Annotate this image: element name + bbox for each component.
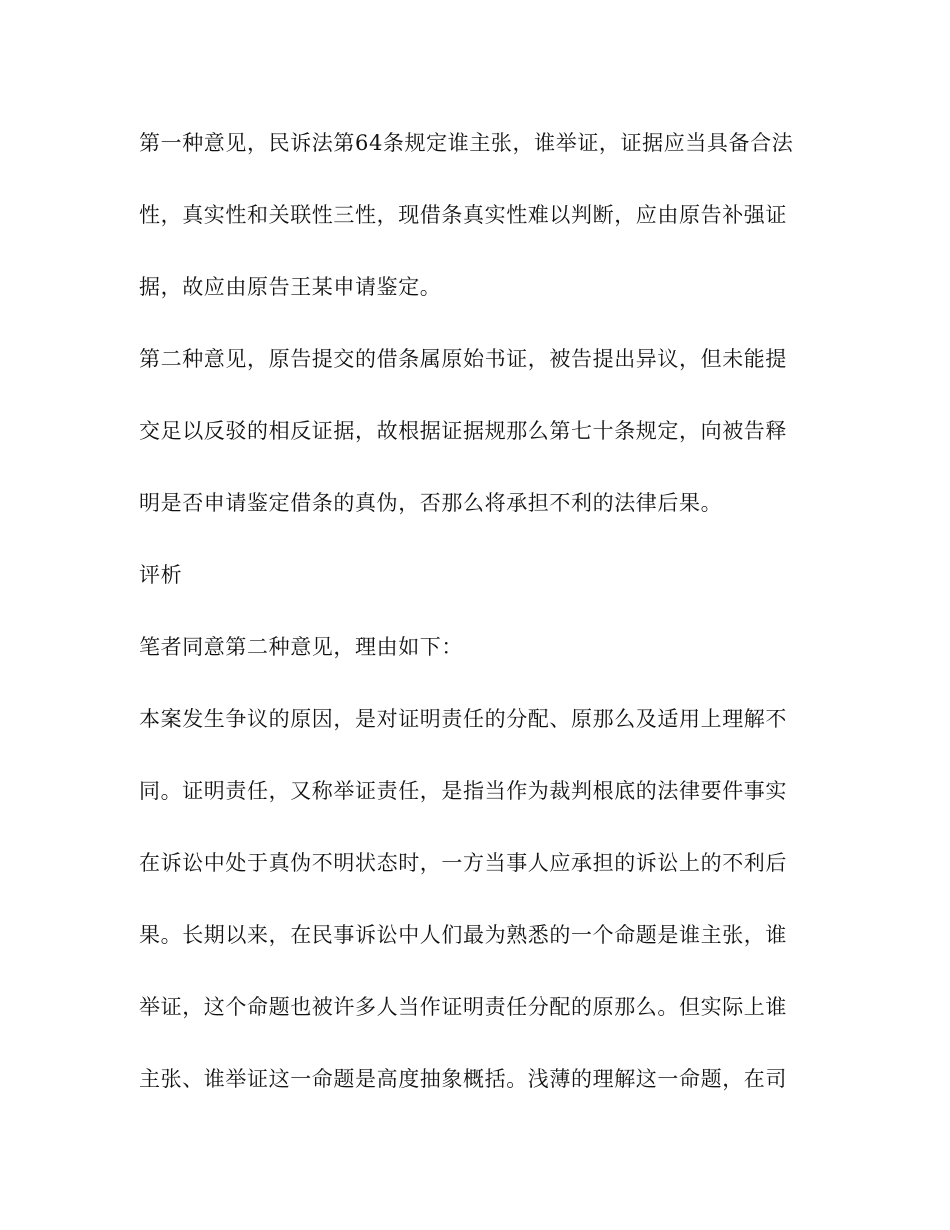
text-line: 交足以反驳的相反证据，故根据证据规那么第七十条规定，向被告释 bbox=[139, 419, 787, 443]
text-line: 明是否申请鉴定借条的真伪，否那么将承担不利的法律后果。 bbox=[139, 491, 723, 515]
text-line: 主张、谁举证这一命题是高度抽象概括。浅薄的理解这一命题，在司 bbox=[139, 1067, 787, 1091]
text-line: 同。证明责任，又称举证责任，是指当作为裁判根底的法律要件事实 bbox=[139, 779, 787, 803]
text-line: 举证，这个命题也被许多人当作证明责任分配的原那么。但实际上谁 bbox=[139, 995, 787, 1019]
text-line: 果。长期以来，在民事诉讼中人们最为熟悉的一个命题是谁主张，谁 bbox=[139, 923, 787, 947]
text-line: 性，真实性和关联性三性，现借条真实性难以判断，应由原告补强证 bbox=[139, 203, 787, 227]
section-heading: 评析 bbox=[139, 563, 183, 587]
text-line: 本案发生争议的原因，是对证明责任的分配、原那么及适用上理解不 bbox=[139, 707, 787, 731]
text-line: 在诉讼中处于真伪不明状态时，一方当事人应承担的诉讼上的不利后 bbox=[139, 851, 787, 875]
text-line: 第二种意见，原告提交的借条属原始书证，被告提出异议，但未能提 bbox=[139, 347, 787, 371]
text-line: 笔者同意第二种意见，理由如下： bbox=[139, 635, 463, 659]
text-line: 据，故应由原告王某申请鉴定。 bbox=[139, 275, 442, 299]
text-line: 第一种意见，民诉法第64条规定谁主张，谁举证，证据应当具备合法 bbox=[139, 131, 794, 155]
